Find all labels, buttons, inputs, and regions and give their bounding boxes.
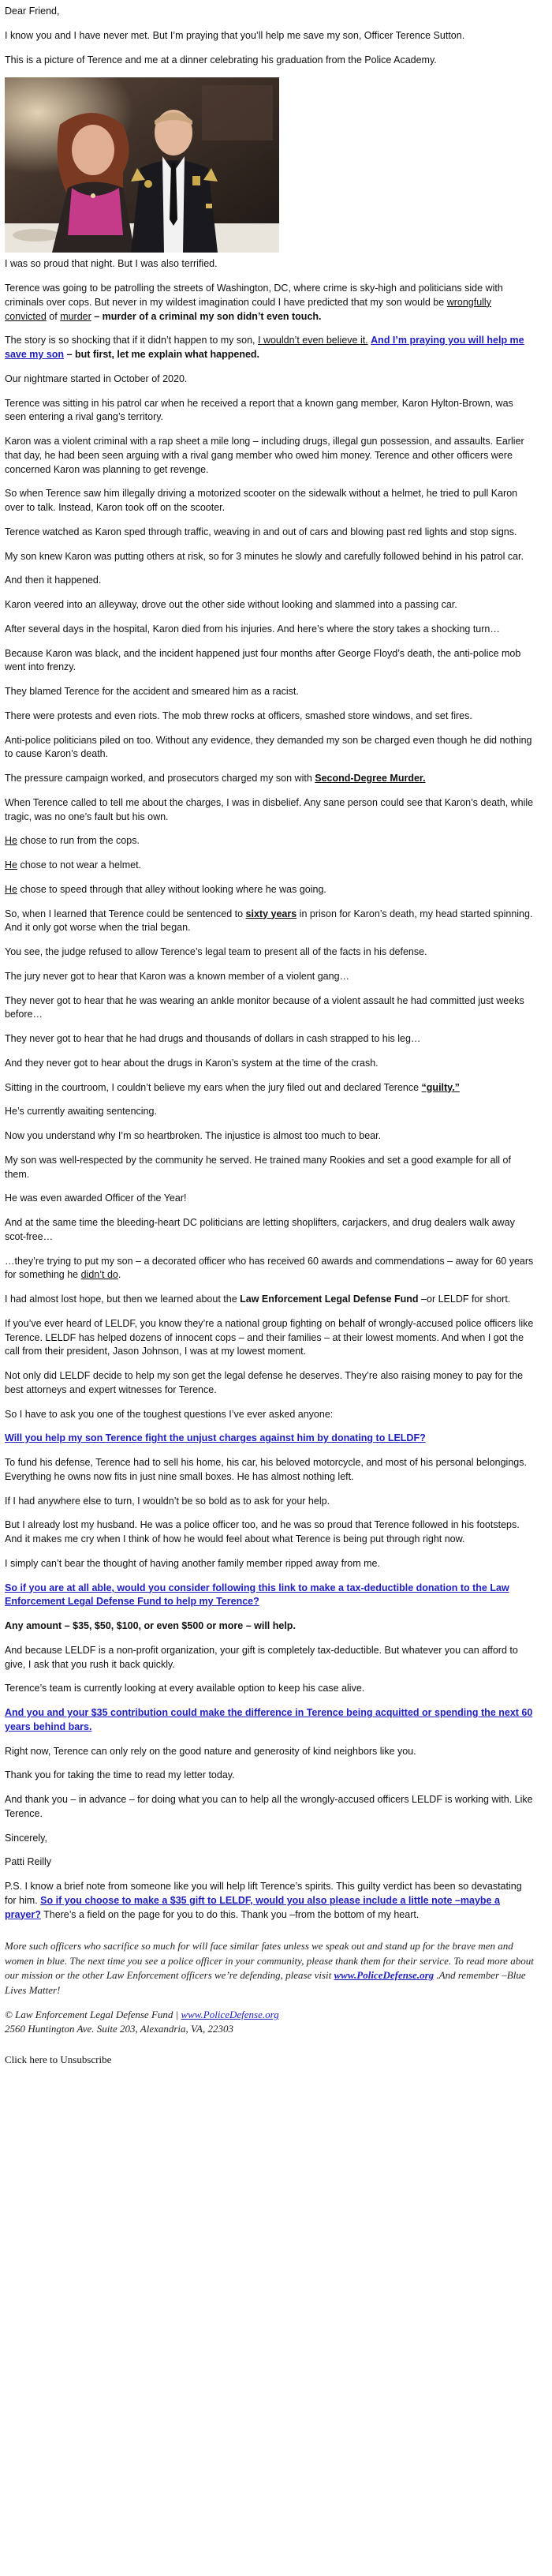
- bold-underlined-text: Second-Degree Murder.: [315, 773, 426, 784]
- paragraph: When Terence called to tell me about the charges, I was in disbelief. Any sane person could see that Karon’s death, while tragic, was no one’s fault but his own.: [5, 796, 534, 822]
- paragraph-proud: I was so proud that night. But I was also terrified.: [5, 258, 218, 270]
- website-link[interactable]: www.PoliceDefense.org: [334, 1969, 435, 1982]
- underlined-murder: murder: [60, 310, 91, 322]
- footer-address: 2560 Huntington Ave. Suite 203, Alexandria, VA, 22303: [5, 2022, 233, 2035]
- text: chose to speed through that alley without looking where he was going.: [17, 883, 326, 895]
- underlined-he: He: [5, 859, 17, 871]
- bold-text: Law Enforcement Legal Defense Fund: [240, 1294, 419, 1305]
- underlined-he: He: [5, 835, 17, 847]
- paragraph: And thank you – in advance – for doing what you can to help all the wrongly-accused officers LELDF is working with. Like Terence.: [5, 1794, 533, 1819]
- paragraph-amounts: Any amount – $35, $50, $100, or even $500 or more – will help.: [5, 1620, 296, 1631]
- text: The story is so shocking that if it didn’t happen to my son,: [5, 335, 258, 346]
- donate-link-note-prayer[interactable]: So if you choose to make a $35 gift to LELDF, would you also please include a little note –maybe a prayer?: [5, 1894, 500, 1920]
- paragraph: And they never got to hear about the drugs in Karon’s system at the time of the crash.: [5, 1057, 379, 1069]
- family-photo: [5, 77, 279, 253]
- paragraph: Right now, Terence can only rely on the good nature and generosity of kind neighbors like you.: [5, 1745, 416, 1757]
- paragraph: Terence watched as Karon sped through traffic, weaving in and out of cars and blowing past red lights and stop signs.: [5, 526, 517, 537]
- paragraph: Terence’s team is currently looking at every available option to keep his case alive.: [5, 1683, 365, 1694]
- text: in prison for Karon’s death, my head started spinning. And it only got worse when the trial began.: [5, 908, 533, 934]
- paragraph: Not only did LELDF decide to help my son get the legal defense he deserves. They’re also raising money to pay for the best attorneys and expert witnesses for Terence.: [5, 1370, 524, 1395]
- footer-website-link[interactable]: www.PoliceDefense.org: [181, 2009, 279, 2021]
- paragraph: If you’ve ever heard of LELDF, you know they’re a national group fighting on behalf of wrongly-accused police officers like Terence. LELDF has helped dozens of innocent cops – and their families – at their lowest moments. And when I got the call from their president, Jason Johnson, I was at my lowest moment.: [5, 1317, 534, 1357]
- text: More such officers who sacrifice so much for will face similar fates unless we speak out and stand up for the brave men and women in blue. The next time you see a police officer in your community, please thank them for their service. To read more about our mission or the other Law Enforcement officers we’re defending, please visit: [5, 1940, 534, 1982]
- text: .And remember –Blue Lives Matter!: [5, 1969, 526, 1996]
- postscript: [5, 1880, 535, 1922]
- paragraph: If I had anywhere else to turn, I wouldn’t be so bold as to ask for your help.: [5, 1495, 330, 1507]
- bold-underlined-text: sixty years: [245, 908, 297, 919]
- copyright-text: © Law Enforcement Legal Defense Fund: [5, 2009, 173, 2021]
- paragraph: Our nightmare started in October of 2020.: [5, 373, 188, 384]
- text: There’s a field on the page for you to do this. Thank you –from the bottom of my heart.: [40, 1908, 420, 1920]
- paragraph-patrolling: [5, 282, 535, 324]
- paragraph: I simply can’t bear the thought of having another family member ripped away from me.: [5, 1557, 380, 1569]
- unsubscribe-link[interactable]: Click here to Unsubscribe: [5, 2054, 112, 2066]
- text: chose to not wear a helmet.: [17, 859, 142, 871]
- paragraph: And at the same time the bleeding-heart DC politicians are letting shoplifters, carjackers, and drug dealers walk away scot-free…: [5, 1217, 515, 1242]
- paragraph: After several days in the hospital, Karon died from his injuries. And here’s where the story takes a shocking turn…: [5, 623, 500, 635]
- signature: Patti Reilly: [5, 1856, 52, 1868]
- text: Terence was going to be patrolling the streets of Washington, DC, where crime is sky-high and politicians side with criminals over cops. But never in my wildest imagination could I have predicted that my son would be: [5, 283, 503, 308]
- donate-link-save-son[interactable]: And I’m praying you will help me save my son: [5, 335, 524, 360]
- paragraph-charged: [5, 772, 535, 786]
- separator: |: [173, 2009, 181, 2021]
- bold-underlined-text: “guilty.”: [421, 1081, 460, 1093]
- paragraph: To fund his defense, Terence had to sell his home, his car, his beloved motorcycle, and most of his personal belongings. Everything he owns now fits in just nine small boxes. He has almost nothing left.: [5, 1457, 527, 1482]
- paragraph-shocking: [5, 334, 535, 362]
- bold-text: – but first, let me explain what happened.: [64, 349, 260, 360]
- paragraph-didnt-do: [5, 1255, 535, 1283]
- paragraph: The jury never got to hear that Karon was a known member of a violent gang…: [5, 970, 350, 982]
- donate-link-tax-deductible[interactable]: So if you are at all able, would you consider following this link to make a tax-deductible donation to the Law Enforcement Legal Defense Fund to help my Terence?: [5, 1582, 509, 1608]
- paragraph: And then it happened.: [5, 575, 102, 586]
- paragraph: Thank you for taking the time to read my letter today.: [5, 1769, 235, 1781]
- paragraph: You see, the judge refused to allow Terence’s legal team to present all of the facts in his defense.: [5, 946, 427, 957]
- paragraph: They blamed Terence for the accident and smeared him as a racist.: [5, 686, 299, 697]
- paragraph-guilty: [5, 1081, 535, 1095]
- footer-mission: [5, 1939, 535, 1998]
- paragraph: He was even awarded Officer of the Year!: [5, 1193, 187, 1204]
- paragraph: Because Karon was black, and the incident happened just four months after George Floyd’s death, the anti-police mob went into frenzy.: [5, 647, 521, 673]
- greeting: Dear Friend,: [5, 6, 60, 17]
- underlined-convicted: convicted: [5, 310, 47, 322]
- paragraph: There were protests and even riots. The mob threw rocks at officers, smashed store windows, and set fires.: [5, 710, 472, 721]
- paragraph-he-chose: [5, 883, 535, 897]
- donate-link-35-contribution[interactable]: And you and your $35 contribution could make the difference in Terence being acquitted or spending the next 60 years behind bars.: [5, 1707, 533, 1732]
- donate-link-fight-charges[interactable]: Will you help my son Terence fight the unjust charges against him by donating to LELDF?: [5, 1432, 426, 1444]
- underlined-text: didn’t do: [80, 1269, 118, 1281]
- paragraph: Karon was a violent criminal with a rap sheet a mile long – including drugs, illegal gun possession, and assaults. Earlier that day, he had been seen arguing with a rival gang member who owed him money. Terence and other officers were concerned Karon was planning to get revenge.: [5, 436, 524, 475]
- bold-text: – murder of a criminal my son didn’t even touch.: [91, 310, 322, 322]
- paragraph: He’s currently awaiting sentencing.: [5, 1106, 157, 1118]
- text: chose to run from the cops.: [17, 835, 140, 847]
- paragraph: But I already lost my husband. He was a police officer too, and he was so proud that Terence followed in his footsteps. And it makes me cry when I think of how he would feel about what Terence is being put through right now.: [5, 1519, 520, 1544]
- paragraph: My son knew Karon was putting others at risk, so for 3 minutes he slowly and carefully followed behind in his patrol car.: [5, 550, 524, 562]
- text: The pressure campaign worked, and prosecutors charged my son with: [5, 773, 315, 784]
- text: I had almost lost hope, but then we learned about the: [5, 1294, 241, 1305]
- paragraph: Anti-police politicians piled on too. Without any evidence, they demanded my son be charged even though he did nothing to cause Karon’s death.: [5, 734, 532, 760]
- paragraph: They never got to hear that he had drugs and thousands of dollars in cash strapped to his leg…: [5, 1033, 421, 1044]
- paragraph-sixty-years: [5, 908, 535, 936]
- text: .: [117, 1269, 121, 1281]
- paragraph: So when Terence saw him illegally driving a motorized scooter on the sidewalk without a helmet, he tried to pull Karon over to talk. Instead, Karon took off on the scooter.: [5, 488, 518, 513]
- paragraph-he-chose: [5, 834, 535, 848]
- closing: Sincerely,: [5, 1832, 47, 1844]
- footer-org-line: [5, 2008, 535, 2022]
- paragraph: And because LELDF is a non-profit organization, your gift is completely tax-deductible. But whatever you can afford to give, I ask that you rush it back quickly.: [5, 1644, 518, 1670]
- paragraph-intro: I know you and I have never met. But I’m praying that you’ll help me save my son, Officer Terence Sutton.: [5, 29, 465, 41]
- paragraph: Terence was sitting in his patrol car when he received a report that a known gang member, Karon Hylton-Brown, was seen entering a rival gang’s territory.: [5, 397, 513, 423]
- underlined-wrongfully: wrongfully: [446, 296, 491, 308]
- paragraph-leldf-intro: [5, 1293, 535, 1307]
- underlined-he: He: [5, 883, 17, 895]
- text: …they’re trying to put my son – a decorated officer who has received 60 awards and commendations – away for 60 years for something he: [5, 1255, 534, 1281]
- paragraph-picture: This is a picture of Terence and me at a dinner celebrating his graduation from the Police Academy.: [5, 54, 437, 66]
- paragraph: Karon veered into an alleyway, drove out the other side without looking and slammed into a passing car.: [5, 599, 457, 610]
- paragraph: Now you understand why I’m so heartbroken. The injustice is almost too much to bear.: [5, 1130, 382, 1141]
- text: Sitting in the courtroom, I couldn’t believe my ears when the jury filed out and declared Terence: [5, 1081, 422, 1093]
- text: P.S. I know a brief note from someone like you will help lift Terence’s spirits. This guilty verdict has been so devastating for him.: [5, 1881, 522, 1906]
- paragraph: They never got to hear that he was wearing an ankle monitor because of a violent assault he had committed just weeks before…: [5, 994, 524, 1020]
- text: of: [46, 310, 61, 322]
- text: So, when I learned that Terence could be sentenced to: [5, 908, 246, 919]
- paragraph-he-chose: [5, 859, 535, 873]
- text: –or LELDF for short.: [418, 1294, 511, 1305]
- paragraph: My son was well-respected by the community he served. He trained many Rookies and set a good example for all of them.: [5, 1154, 511, 1180]
- paragraph: So I have to ask you one of the toughest questions I’ve ever asked anyone:: [5, 1408, 334, 1420]
- footer-org: [5, 2008, 535, 2035]
- underlined-text: I wouldn’t even believe it.: [258, 335, 368, 346]
